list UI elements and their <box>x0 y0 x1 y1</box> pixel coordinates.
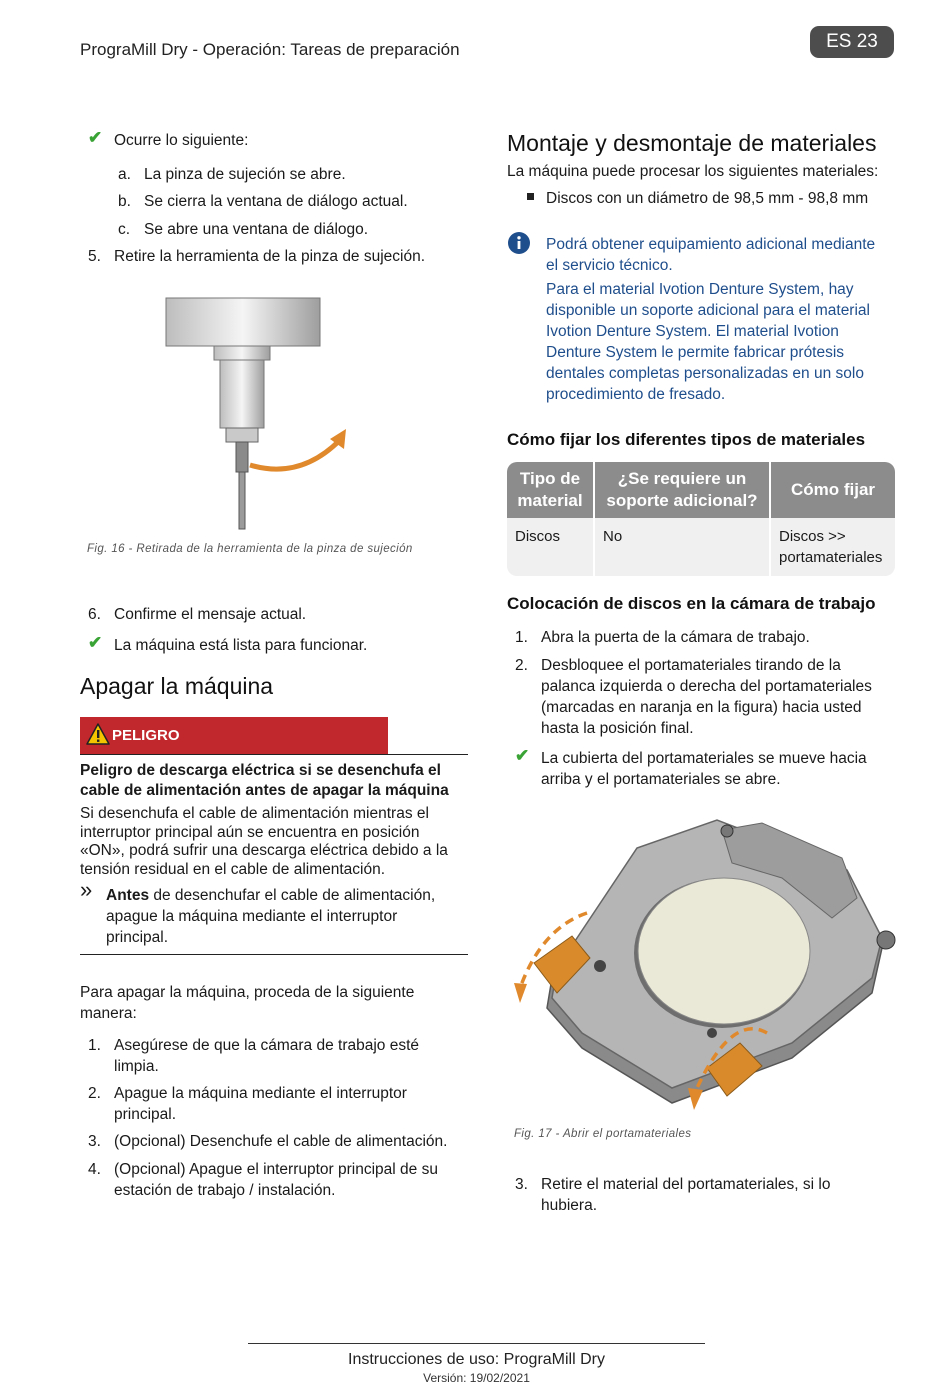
info-text: Podrá obtener equipamiento adicional mediante el servicio técnico. <box>546 236 876 274</box>
step-text: Asegúrese de que la cámara de trabajo esté limpia. <box>114 1037 420 1075</box>
sub-item: Se abre una ventana de diálogo. <box>144 221 369 238</box>
step-number: 1. <box>88 1037 101 1054</box>
procedure-intro: Para apagar la máquina, proceda de la siguiente manera: <box>80 984 415 1022</box>
danger-banner <box>80 717 388 754</box>
sub-letter: c. <box>118 221 131 238</box>
check-icon: ✔ <box>88 128 103 147</box>
check-result-text: La máquina está lista para funcionar. <box>114 637 368 654</box>
step-text: (Opcional) Apague el interruptor principal de su estación de trabajo / instalación. <box>114 1161 438 1199</box>
tool-removal-illustration <box>150 295 360 535</box>
check-result-text: La cubierta del portamateriales se mueve hacia arriba y el portamateriales se abre. <box>541 750 867 788</box>
table-cell: Discos <box>507 518 595 576</box>
step-number: 2. <box>515 657 528 674</box>
step-number: 3. <box>88 1133 101 1150</box>
material-holder-illustration <box>512 818 902 1118</box>
footer-divider <box>248 1343 705 1344</box>
check-icon: ✔ <box>88 633 103 652</box>
check-icon: ✔ <box>515 746 530 765</box>
subsection-heading: Colocación de discos en la cámara de trabajo <box>507 594 876 613</box>
step-number: 4. <box>88 1161 101 1178</box>
danger-action <box>106 885 451 948</box>
table-header: Tipo de material <box>507 462 595 518</box>
step-number: 5. <box>88 248 101 265</box>
step-number: 3. <box>515 1176 528 1193</box>
sub-letter: a. <box>118 166 131 183</box>
sub-item: Se cierra la ventana de diálogo actual. <box>144 193 408 210</box>
figure-caption: Fig. 16 - Retirada de la herramienta de la pinza de sujeción <box>87 543 413 555</box>
step-text: (Opcional) Desenchufe el cable de alimentación. <box>114 1133 448 1150</box>
bullet-text: Discos con un diámetro de 98,5 mm - 98,8 mm <box>546 190 869 207</box>
danger-body: Si desenchufa el cable de alimentación mientras el interruptor principal aún se encuentra en posición «ON», podrá sufrir una descarga eléctrica debido a la tensión residual en el cable de alimentación. <box>80 805 448 878</box>
step-text: Retire la herramienta de la pinza de sujeción. <box>114 248 426 265</box>
divider <box>80 954 468 955</box>
materials-table <box>507 462 895 576</box>
action-emphasis: Antes <box>106 887 150 904</box>
divider <box>80 754 468 755</box>
danger-title: Peligro de descarga eléctrica si se desenchufa el cable de alimentación antes de apagar la máquina <box>80 762 449 799</box>
step-text: Desbloquee el portamateriales tirando de la palanca izquierda o derecha del portamateriales (marcadas en naranja en la figura) hacia usted hasta la posición final. <box>541 657 872 737</box>
warning-triangle-icon <box>86 723 110 745</box>
section-heading: Montaje y desmontaje de materiales <box>507 130 877 156</box>
step-number: 2. <box>88 1085 101 1102</box>
page-number-badge: ES 23 <box>810 26 894 58</box>
step-number: 1. <box>515 629 528 646</box>
table-row <box>507 518 895 576</box>
step-number: 6. <box>88 606 101 623</box>
figure-caption: Fig. 17 - Abrir el portamateriales <box>514 1128 692 1140</box>
table-header: ¿Se requiere un soporte adicional? <box>595 462 771 518</box>
info-icon <box>507 231 531 255</box>
materials-intro: La máquina puede procesar los siguientes materiales: <box>507 163 879 180</box>
subsection-heading: Cómo fijar los diferentes tipos de materiales <box>507 430 866 449</box>
footer-version: Versión: 19/02/2021 <box>423 1371 530 1385</box>
step-text: Abra la puerta de la cámara de trabajo. <box>541 629 810 646</box>
bullet-square-icon <box>527 193 534 200</box>
table-header: Cómo fijar <box>771 462 895 518</box>
step-text: Confirme el mensaje actual. <box>114 606 307 623</box>
page-header-title: PrograMill Dry - Operación: Tareas de preparación <box>80 40 460 59</box>
table-cell: Discos >> portamateriales <box>771 518 895 576</box>
footer-title: Instrucciones de uso: PrograMill Dry <box>348 1351 605 1368</box>
action-text: de desenchufar el cable de alimentación, apague la máquina mediante el interruptor principal. <box>106 887 436 946</box>
sub-item: La pinza de sujeción se abre. <box>144 166 346 183</box>
info-text: Para el material Ivotion Denture System, hay disponible un soporte adicional para el material Ivotion Denture System. El material Ivotion Denture System le permite fabricar prótesis dentales completas personalizadas en un solo procedimiento de fresado. <box>546 281 870 403</box>
sub-letter: b. <box>118 193 131 210</box>
check-result-text: Ocurre lo siguiente: <box>114 132 249 149</box>
danger-label: PELIGRO <box>112 727 180 744</box>
action-arrow-icon: » <box>80 877 93 902</box>
table-cell: No <box>595 518 771 576</box>
step-text: Retire el material del portamateriales, si lo hubiera. <box>541 1176 831 1214</box>
section-heading: Apagar la máquina <box>80 673 274 699</box>
step-text: Apague la máquina mediante el interruptor principal. <box>114 1085 407 1123</box>
